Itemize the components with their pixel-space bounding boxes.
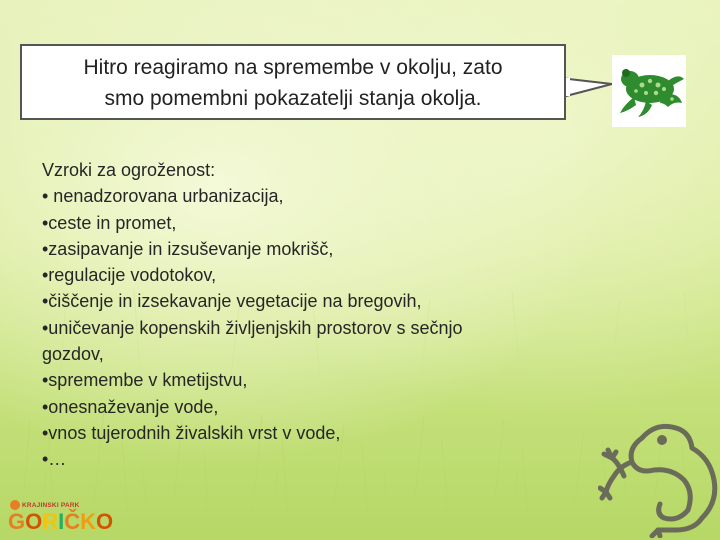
threats-heading: Vzroki za ogroženost: <box>42 160 216 180</box>
list-item: • nenadzorovana urbanizacija, <box>42 186 284 207</box>
callout-line-2: smo pomembni pokazatelji stanja okolja. <box>104 87 482 110</box>
logo-top-text: KRAJINSKI PARK <box>22 502 80 509</box>
callout-line-1: Hitro reagiramo na spremembe v okolju, zato <box>83 56 503 79</box>
speech-callout <box>20 44 566 120</box>
logo-wordmark: GORIČKO <box>8 509 114 534</box>
list-item: •onesnaževanje vode, <box>42 396 219 417</box>
frog-outline-icon <box>598 418 720 538</box>
list-item: •ceste in promet, <box>42 212 177 233</box>
list-item: •spremembe v kmetijstvu, <box>42 370 248 391</box>
frog-picture <box>612 55 686 127</box>
list-item: •… <box>42 449 67 470</box>
list-item: •zasipavanje in izsuševanje mokrišč, <box>42 238 334 259</box>
list-item: gozdov, <box>42 344 104 365</box>
list-item: •uničevanje kopenskih življenjskih prostorov s sečnjo <box>42 317 463 338</box>
list-item: •regulacije vodotokov, <box>42 265 217 286</box>
frog-icon <box>612 55 686 127</box>
list-item: •čiščenje in izsekavanje vegetacije na bregovih, <box>42 291 422 312</box>
list-item: •vnos tujerodnih živalskih vrst v vode, <box>42 422 341 443</box>
park-logo <box>8 500 114 540</box>
threats-list <box>42 157 602 473</box>
